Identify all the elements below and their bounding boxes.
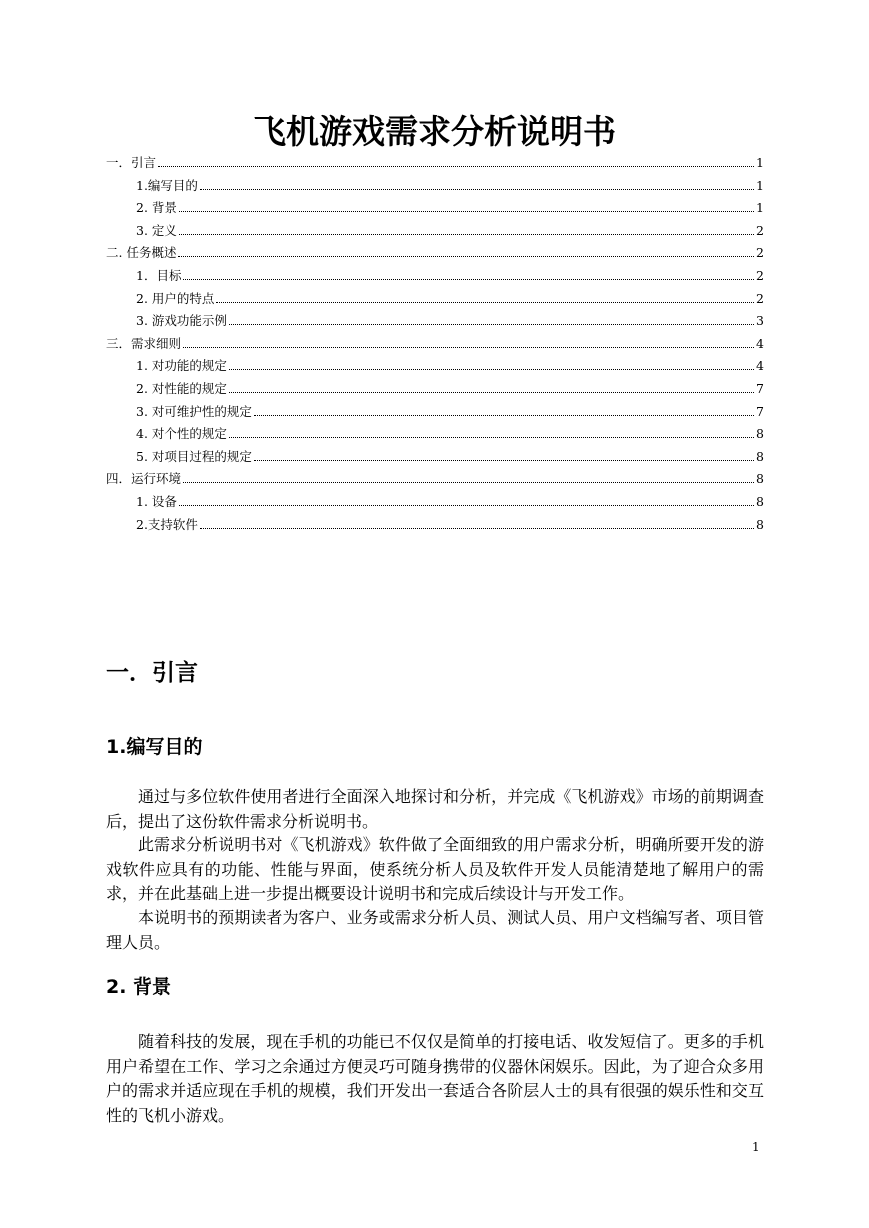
toc-leader [179,233,754,235]
toc-leader [229,368,754,370]
paragraph: 本说明书的预期读者为客户、业务或需求分析人员、测试人员、用户文档编写者、项目管理人员。 [106,908,764,952]
toc-entry-page: 4 [756,358,764,374]
toc-leader [229,323,754,325]
toc-entry[interactable] [106,447,764,470]
toc-entry-label: 1.编写目的 [136,177,198,193]
paragraph: 通过与多位软件使用者进行全面深入地探讨和分析，并完成《飞机游戏》市场的前期调查后，提出了这份软件需求分析说明书。 [106,787,764,831]
toc-entry-page: 2 [756,267,764,283]
toc-leader [254,414,754,416]
toc-entry-page: 2 [756,222,764,238]
toc-entry-label: 二. 任务概述 [106,245,177,261]
toc-entry-page: 8 [756,426,764,442]
toc-entry-page: 2 [756,290,764,306]
toc-entry-page: 1 [756,200,764,216]
toc-entry-label: 4. 对个性的规定 [136,426,227,442]
toc-entry[interactable] [106,402,764,425]
subsection-heading-background: 2. 背景 [106,976,172,998]
toc-entry[interactable] [106,221,764,244]
toc-leader [179,210,754,212]
toc-entry-label: 1．目标 [136,267,182,283]
toc-leader [158,165,754,167]
toc-entry-label: 3. 对可维护性的规定 [136,403,252,419]
toc-entry[interactable] [106,311,764,334]
toc-leader [200,188,754,190]
toc-entry-page: 8 [756,448,764,464]
toc-entry-label: 1. 设备 [136,493,177,509]
toc-entry-label: 四．运行环境 [106,471,182,487]
toc-leader [229,391,754,393]
toc-entry[interactable] [106,289,764,312]
toc-entry-page: 8 [756,516,764,532]
toc-entry-page: 2 [756,245,764,261]
toc-entry[interactable] [106,469,764,492]
toc-entry[interactable] [106,266,764,289]
toc-leader [179,504,754,506]
toc-entry-label: 1. 对功能的规定 [136,358,227,374]
toc-entry[interactable] [106,153,764,176]
toc-entry-page: 4 [756,335,764,351]
toc-entry[interactable] [106,243,764,266]
toc-entry-page: 8 [756,493,764,509]
toc-entry-label: 5. 对项目过程的规定 [136,448,252,464]
toc-leader [254,459,754,461]
table-of-contents [106,153,764,537]
toc-entry[interactable] [106,424,764,447]
toc-entry-page: 8 [756,471,764,487]
toc-entry[interactable] [106,515,764,538]
toc-entry-page: 3 [756,313,764,329]
toc-entry-label: 三．需求细则 [106,335,182,351]
toc-leader [183,346,754,348]
toc-entry-label: 3. 定义 [136,222,177,238]
toc-entry-page: 1 [756,155,764,170]
toc-entry[interactable] [106,334,764,357]
toc-leader [183,278,754,280]
toc-leader [183,481,754,483]
paragraph: 随着科技的发展，现在手机的功能已不仅仅是简单的打接电话、收发短信了。更多的手机用户希望在工作、学习之余通过方便灵巧可随身携带的仪器休闲娱乐。因此，为了迎合众多用户的需求并适应现在手机的规模，我们开发出一套适合各阶层人士的具有很强的娱乐性和交互性的飞机小游戏。 [106,1032,764,1125]
toc-entry-label: 一．引言 [106,155,157,170]
toc-entry-label: 3. 游戏功能示例 [136,313,227,329]
document-title: 飞机游戏需求分析说明书 [253,112,616,151]
paragraph: 此需求分析说明书对《飞机游戏》软件做了全面细致的用户需求分析，明确所要开发的游戏软件应具有的功能、性能与界面，使系统分析人员及软件开发人员能清楚地了解用户的需求，并在此基础上进一步提出概要设计说明书和完成后续设计与开发工作。 [106,835,764,903]
toc-entry-label: 2. 背景 [136,200,177,216]
toc-entry[interactable] [106,356,764,379]
toc-entry[interactable] [106,379,764,402]
toc-entry[interactable] [106,492,764,515]
toc-leader [178,255,754,257]
toc-leader [216,301,754,303]
toc-entry-label: 2. 用户的特点 [136,290,215,306]
toc-entry[interactable] [106,198,764,221]
toc-entry-page: 7 [756,380,764,396]
section-heading: 一．引言 [106,660,198,686]
toc-entry-page: 7 [756,403,764,419]
toc-entry-label: 2.支持软件 [136,516,198,532]
page-number: 1 [752,1140,760,1154]
toc-leader [200,527,754,529]
toc-entry-label: 2. 对性能的规定 [136,380,227,396]
toc-leader [229,436,754,438]
subsection-heading-purpose: 1.编写目的 [106,736,203,758]
toc-entry-page: 1 [756,177,764,193]
toc-entry[interactable] [106,176,764,199]
